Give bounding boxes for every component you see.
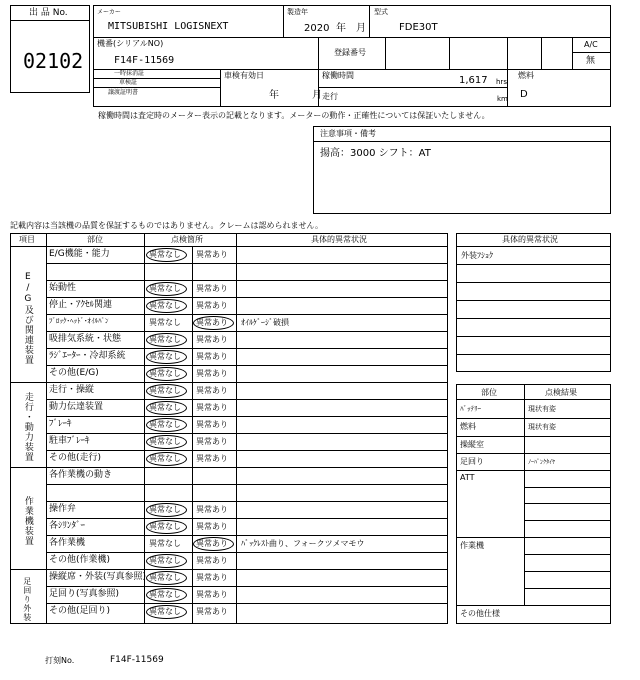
check-mark-circle	[146, 503, 187, 517]
check-normal: 異常なし	[149, 522, 181, 531]
right-detail-line-1: 外装ﾌｼｮｸ	[461, 251, 493, 260]
fuel-part-label: 燃料	[460, 422, 476, 431]
row-part: その他(走行)	[49, 453, 102, 463]
row-part: その他(作業機)	[49, 555, 111, 565]
check-abnormal: 異常あり	[196, 403, 228, 412]
check-mark-circle	[146, 401, 187, 415]
row-part: 各ｼﾘﾝﾀﾞｰ	[49, 521, 86, 531]
row-part: E/G機能・能力	[49, 249, 110, 259]
check-abnormal: 異常あり	[196, 556, 228, 565]
check-abnormal: 異常あり	[196, 420, 228, 429]
check-abnormal: 異常あり	[196, 607, 228, 616]
battery-result: 現状有姿	[528, 405, 556, 413]
result-header-part: 部位	[481, 388, 497, 397]
row-part: その他(足回り)	[49, 606, 111, 616]
row-part: 走行・操縦	[49, 385, 95, 395]
right-detail-header: 具体的異常状況	[502, 235, 558, 244]
row-detail: ﾊﾞｯｸﾚｽﾄ曲り、フォークツメマモウ	[241, 539, 365, 548]
fuel-result: 現状有姿	[528, 423, 556, 431]
row-part: 各作業機の動き	[49, 470, 113, 480]
item-number-label: 出 品 No.	[29, 8, 68, 18]
check-abnormal: 異常あり	[196, 318, 228, 327]
check-normal: 異常なし	[149, 607, 181, 616]
hours-value: 1,617	[459, 75, 488, 86]
hour-note: 稼働時間は査定時のメーター表示の記載となります。メーターの動作・正確性については保証いたしません。	[98, 111, 490, 120]
check-table	[10, 233, 448, 624]
check-normal: 異常なし	[149, 437, 181, 446]
row-part: 動力伝達装置	[49, 402, 104, 412]
header-item: 項目	[19, 235, 35, 244]
stamp-value: F14F-11569	[110, 655, 164, 665]
check-mark-circle	[146, 588, 187, 602]
check-mark-circle	[146, 248, 187, 262]
work-label: 作業機	[460, 541, 484, 550]
check-normal: 異常なし	[149, 539, 181, 548]
check-normal: 異常なし	[149, 505, 181, 514]
remarks-box	[313, 126, 611, 214]
vehicle-cert-label: 車検証	[119, 79, 138, 86]
check-mark-circle	[146, 520, 187, 534]
check-mark-circle	[146, 282, 187, 296]
check-abnormal: 異常あり	[196, 522, 228, 531]
check-abnormal: 異常あり	[196, 454, 228, 463]
header-check: 点検箇所	[171, 235, 203, 244]
model-label: 型式	[374, 8, 388, 16]
check-normal: 異常なし	[149, 250, 181, 259]
row-part: ﾗｼﾞｴｰﾀｰ・冷却系統	[49, 351, 126, 361]
item-number-box	[10, 5, 90, 93]
check-abnormal: 異常あり	[196, 301, 228, 310]
registration-label: 登録番号	[334, 48, 366, 57]
ac-label: A/C	[584, 40, 598, 49]
section-engine: E/G及び関連装置	[22, 272, 33, 365]
row-detail: ｵｲﾙｹﾞｰｼﾞ破損	[241, 318, 289, 327]
km-label: 走行	[322, 92, 338, 101]
row-part: その他(E/G)	[49, 368, 99, 378]
check-normal: 異常なし	[149, 386, 181, 395]
row-part: 各作業機	[49, 538, 86, 548]
check-normal: 異常なし	[149, 556, 181, 565]
remarks-label: 注意事項・備考	[320, 129, 376, 138]
header-part: 部位	[87, 235, 103, 244]
check-mark-circle	[146, 333, 187, 347]
check-mark-circle	[193, 537, 234, 551]
serial-value: F14F-11569	[114, 55, 175, 66]
undercarriage-label: 足回り	[460, 457, 484, 466]
section-undercarriage: 足回り外装	[22, 577, 32, 622]
inspection-month-unit: 月	[312, 90, 322, 101]
check-mark-circle	[146, 554, 187, 568]
maker-value: MITSUBISHI LOGISNEXT	[108, 21, 229, 32]
check-abnormal: 異常あり	[196, 250, 228, 259]
row-part: 吸排気系統・状態	[49, 334, 122, 344]
check-abnormal: 異常あり	[196, 369, 228, 378]
check-normal: 異常なし	[149, 403, 181, 412]
row-part: 操縦席・外装(写真参照)	[49, 572, 147, 582]
fuel-value: D	[520, 89, 528, 100]
temp-cert-label: 一時抹消証	[114, 70, 145, 77]
section-work: 作業機装置	[22, 496, 33, 546]
km-unit: km	[497, 95, 508, 103]
check-abnormal: 異常あり	[196, 590, 228, 599]
check-abnormal: 異常あり	[196, 386, 228, 395]
check-abnormal: 異常あり	[196, 505, 228, 514]
transfer-cert-label: 譲渡証明書	[108, 89, 139, 96]
check-normal: 異常なし	[149, 454, 181, 463]
check-mark-circle	[146, 350, 187, 364]
check-abnormal: 異常あり	[196, 539, 228, 548]
year-unit: 年	[336, 23, 346, 34]
check-mark-circle	[146, 418, 187, 432]
month-unit: 月	[356, 23, 366, 34]
hours-unit: hrs	[496, 78, 507, 86]
row-part: 始動性	[49, 283, 77, 293]
check-normal: 異常なし	[149, 318, 181, 327]
ac-value: 無	[586, 56, 596, 66]
row-part: ﾌﾞﾚｰｷ	[49, 419, 72, 429]
check-abnormal: 異常あり	[196, 335, 228, 344]
result-header-result: 点検結果	[545, 388, 577, 397]
year-value: 2020	[304, 23, 330, 34]
check-mark-circle	[146, 452, 187, 466]
fuel-label: 燃料	[518, 71, 534, 80]
maker-label: メーカー	[97, 9, 121, 16]
check-mark-circle	[146, 384, 187, 398]
check-normal: 異常なし	[149, 369, 181, 378]
check-normal: 異常なし	[149, 301, 181, 310]
undercarriage-result: ﾉｰﾊﾟﾝｸﾀｲﾔ	[528, 459, 556, 466]
section-drive: 走行・動力装置	[22, 392, 33, 462]
stamp-label: 打刻No.	[45, 656, 75, 665]
item-number: 02102	[23, 49, 84, 73]
check-normal: 異常なし	[149, 590, 181, 599]
check-normal: 異常なし	[149, 352, 181, 361]
inspection-label: 車検有効日	[224, 71, 264, 80]
check-abnormal: 異常あり	[196, 437, 228, 446]
check-mark-circle	[146, 299, 187, 313]
row-part: 操作弁	[49, 504, 77, 514]
hours-label: 稼働時間	[322, 71, 354, 80]
check-abnormal: 異常あり	[196, 284, 228, 293]
check-normal: 異常なし	[149, 420, 181, 429]
row-part: ﾌﾞﾛｯｸ･ﾍｯﾄﾞ･ｵｲﾙﾊﾟﾝ	[49, 317, 109, 325]
check-abnormal: 異常あり	[196, 352, 228, 361]
year-label: 製造年	[287, 8, 308, 16]
check-mark-circle	[146, 571, 187, 585]
model-value: FDE30T	[399, 22, 438, 33]
check-mark-circle	[193, 316, 234, 330]
cabin-label: 操縦室	[460, 440, 484, 449]
row-part: 停止・ｱｸｾﾙ関連	[49, 300, 113, 310]
row-part: 駐車ﾌﾞﾚｰｷ	[49, 436, 90, 446]
att-label: ATT	[460, 473, 475, 482]
serial-label: 機番(シリアルNO)	[97, 39, 164, 48]
check-mark-circle	[146, 435, 187, 449]
disclaimer: 記載内容は当該機の品質を保証するものではありません。クレームは認められません。	[10, 221, 323, 230]
other-spec-label: その他仕様	[460, 609, 500, 618]
header-grid	[93, 5, 611, 107]
row-part: 足回り(写真参照)	[49, 589, 120, 599]
right-result-box	[456, 384, 611, 624]
remarks-text: 揚高：3000 シフト：AT	[320, 148, 431, 159]
battery-label: ﾊﾞｯﾃﾘｰ	[460, 405, 481, 413]
right-detail-box	[456, 233, 611, 372]
check-abnormal: 異常あり	[196, 573, 228, 582]
check-normal: 異常なし	[149, 573, 181, 582]
check-mark-circle	[146, 605, 187, 619]
check-normal: 異常なし	[149, 335, 181, 344]
check-normal: 異常なし	[149, 284, 181, 293]
check-mark-circle	[146, 367, 187, 381]
inspection-year-unit: 年	[269, 90, 279, 101]
header-detail: 具体的異常状況	[311, 235, 367, 244]
